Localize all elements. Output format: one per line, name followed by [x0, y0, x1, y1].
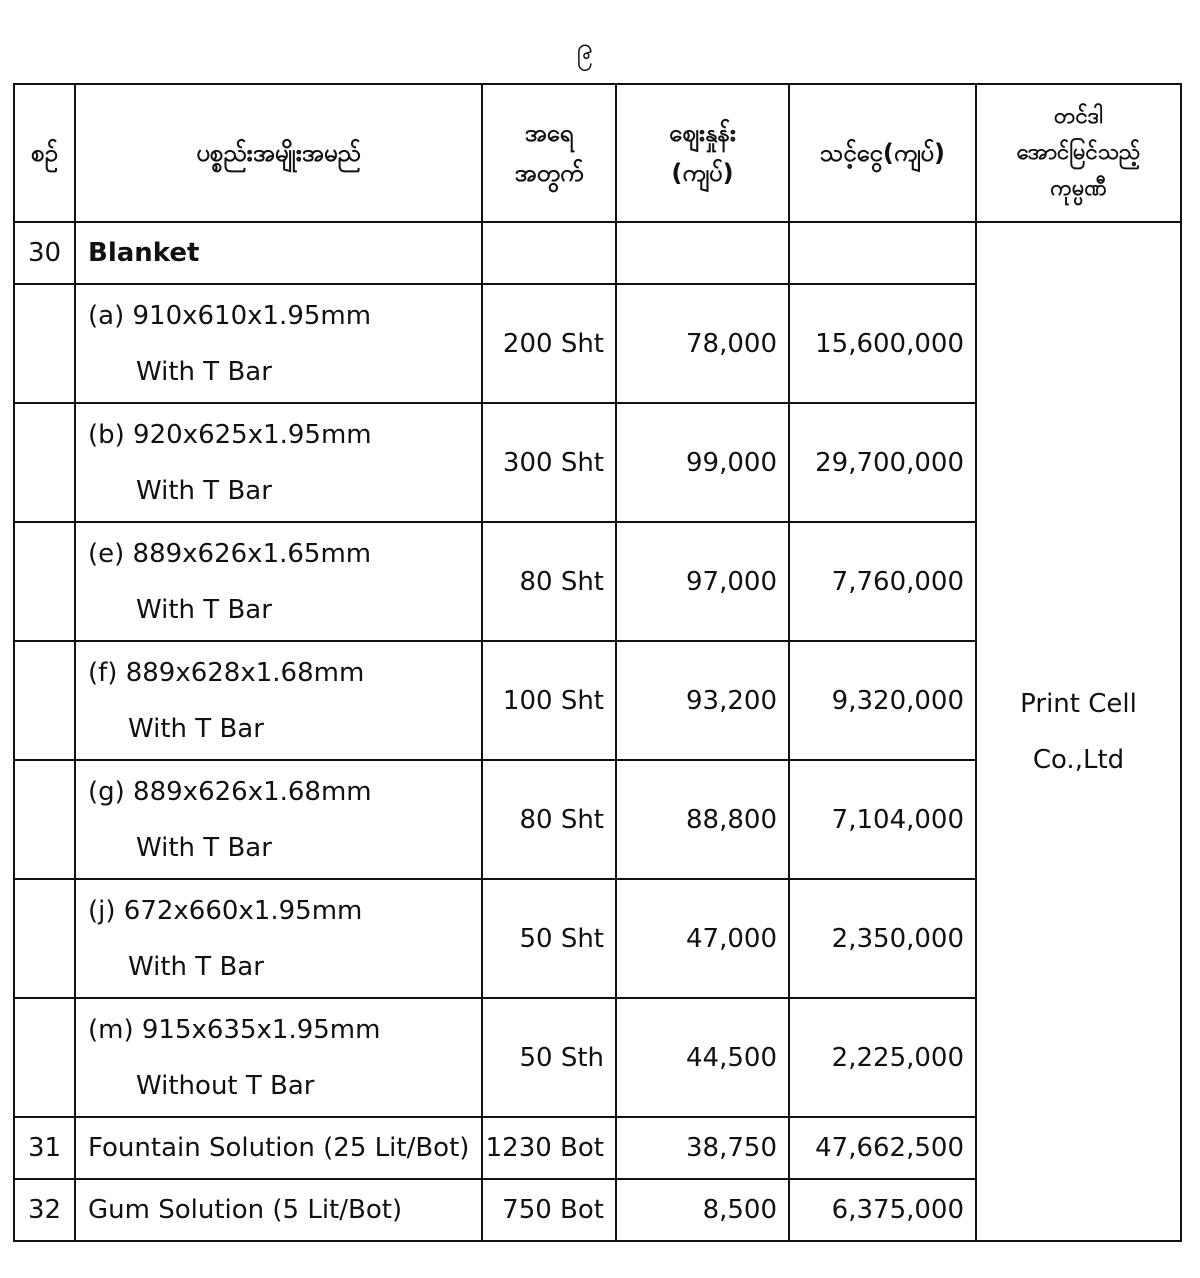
item-amount: 2,225,000 — [789, 998, 976, 1117]
item-description: Gum Solution (5 Lit/Bot) — [75, 1179, 482, 1241]
item-note: With T Bar — [128, 713, 264, 744]
supplier-suffix: Co.,Ltd — [1032, 744, 1125, 775]
item-description — [75, 760, 482, 879]
empty-cell — [482, 222, 616, 284]
page-number: ၉ — [576, 31, 594, 66]
item-note: With T Bar — [136, 594, 272, 625]
item-amount: 29,700,000 — [789, 403, 976, 522]
item-qty: 50 Sth — [482, 998, 616, 1117]
item-price: 99,000 — [616, 403, 789, 522]
item-price: 97,000 — [616, 522, 789, 641]
item-description — [75, 879, 482, 998]
row-no: 30 — [14, 222, 75, 284]
item-price: 38,750 — [616, 1117, 789, 1179]
item-amount: 6,375,000 — [789, 1179, 976, 1241]
header-unit-price: ဈေးနှုန်း (ကျပ်) — [616, 84, 789, 222]
header-no: စဉ် — [14, 84, 75, 222]
item-note: With T Bar — [136, 475, 272, 506]
item-qty: 80 Sht — [482, 760, 616, 879]
item-amount: 15,600,000 — [789, 284, 976, 403]
item-amount: 2,350,000 — [789, 879, 976, 998]
item-description — [75, 403, 482, 522]
row-no — [14, 641, 75, 760]
row-no: 31 — [14, 1117, 75, 1179]
item-note: With T Bar — [136, 832, 272, 863]
row-no: 32 — [14, 1179, 75, 1241]
item-price: 47,000 — [616, 879, 789, 998]
item-price: 88,800 — [616, 760, 789, 879]
row-no — [14, 403, 75, 522]
item-qty: 80 Sht — [482, 522, 616, 641]
table-row — [14, 222, 1181, 284]
header-row — [14, 84, 1181, 222]
item-label: (b) 920x625x1.95mm — [88, 419, 372, 450]
supplier-name: Print Cell — [1020, 688, 1137, 719]
item-label: (a) 910x610x1.95mm — [88, 300, 372, 331]
item-price: 93,200 — [616, 641, 789, 760]
row-no — [14, 522, 75, 641]
header-amount: သင့်ငွေ(ကျပ်) — [789, 84, 976, 222]
item-amount: 7,760,000 — [789, 522, 976, 641]
item-price: 78,000 — [616, 284, 789, 403]
item-amount: 7,104,000 — [789, 760, 976, 879]
empty-cell — [616, 222, 789, 284]
supplier-cell — [976, 222, 1181, 1241]
item-amount: 9,320,000 — [789, 641, 976, 760]
row-no — [14, 760, 75, 879]
item-label: (f) 889x628x1.68mm — [88, 657, 365, 688]
item-label: (m) 915x635x1.95mm — [88, 1014, 381, 1045]
item-description — [75, 284, 482, 403]
item-qty: 1230 Bot — [482, 1117, 616, 1179]
item-qty: 200 Sht — [482, 284, 616, 403]
row-no — [14, 284, 75, 403]
group-name: Blanket — [75, 222, 482, 284]
item-label: (e) 889x626x1.65mm — [88, 538, 372, 569]
item-price: 44,500 — [616, 998, 789, 1117]
item-qty: 100 Sht — [482, 641, 616, 760]
item-description — [75, 998, 482, 1117]
header-quantity: အရေ အတွက် — [482, 84, 616, 222]
item-qty: 750 Bot — [482, 1179, 616, 1241]
item-qty: 50 Sht — [482, 879, 616, 998]
header-supplier: တင်ဒါ အောင်မြင်သည့် ကုမ္ပဏီ — [976, 84, 1181, 222]
item-note: With T Bar — [128, 951, 264, 982]
row-no — [14, 879, 75, 998]
tender-results-table — [13, 83, 1182, 1242]
item-amount: 47,662,500 — [789, 1117, 976, 1179]
item-qty: 300 Sht — [482, 403, 616, 522]
item-description — [75, 641, 482, 760]
item-label: (j) 672x660x1.95mm — [88, 895, 363, 926]
item-note: With T Bar — [136, 356, 272, 387]
item-note: Without T Bar — [136, 1070, 315, 1101]
item-label: (g) 889x626x1.68mm — [88, 776, 372, 807]
item-description: Fountain Solution (25 Lit/Bot) — [75, 1117, 482, 1179]
empty-cell — [789, 222, 976, 284]
row-no — [14, 998, 75, 1117]
item-description — [75, 522, 482, 641]
item-price: 8,500 — [616, 1179, 789, 1241]
header-item: ပစ္စည်းအမျိုးအမည် — [75, 84, 482, 222]
